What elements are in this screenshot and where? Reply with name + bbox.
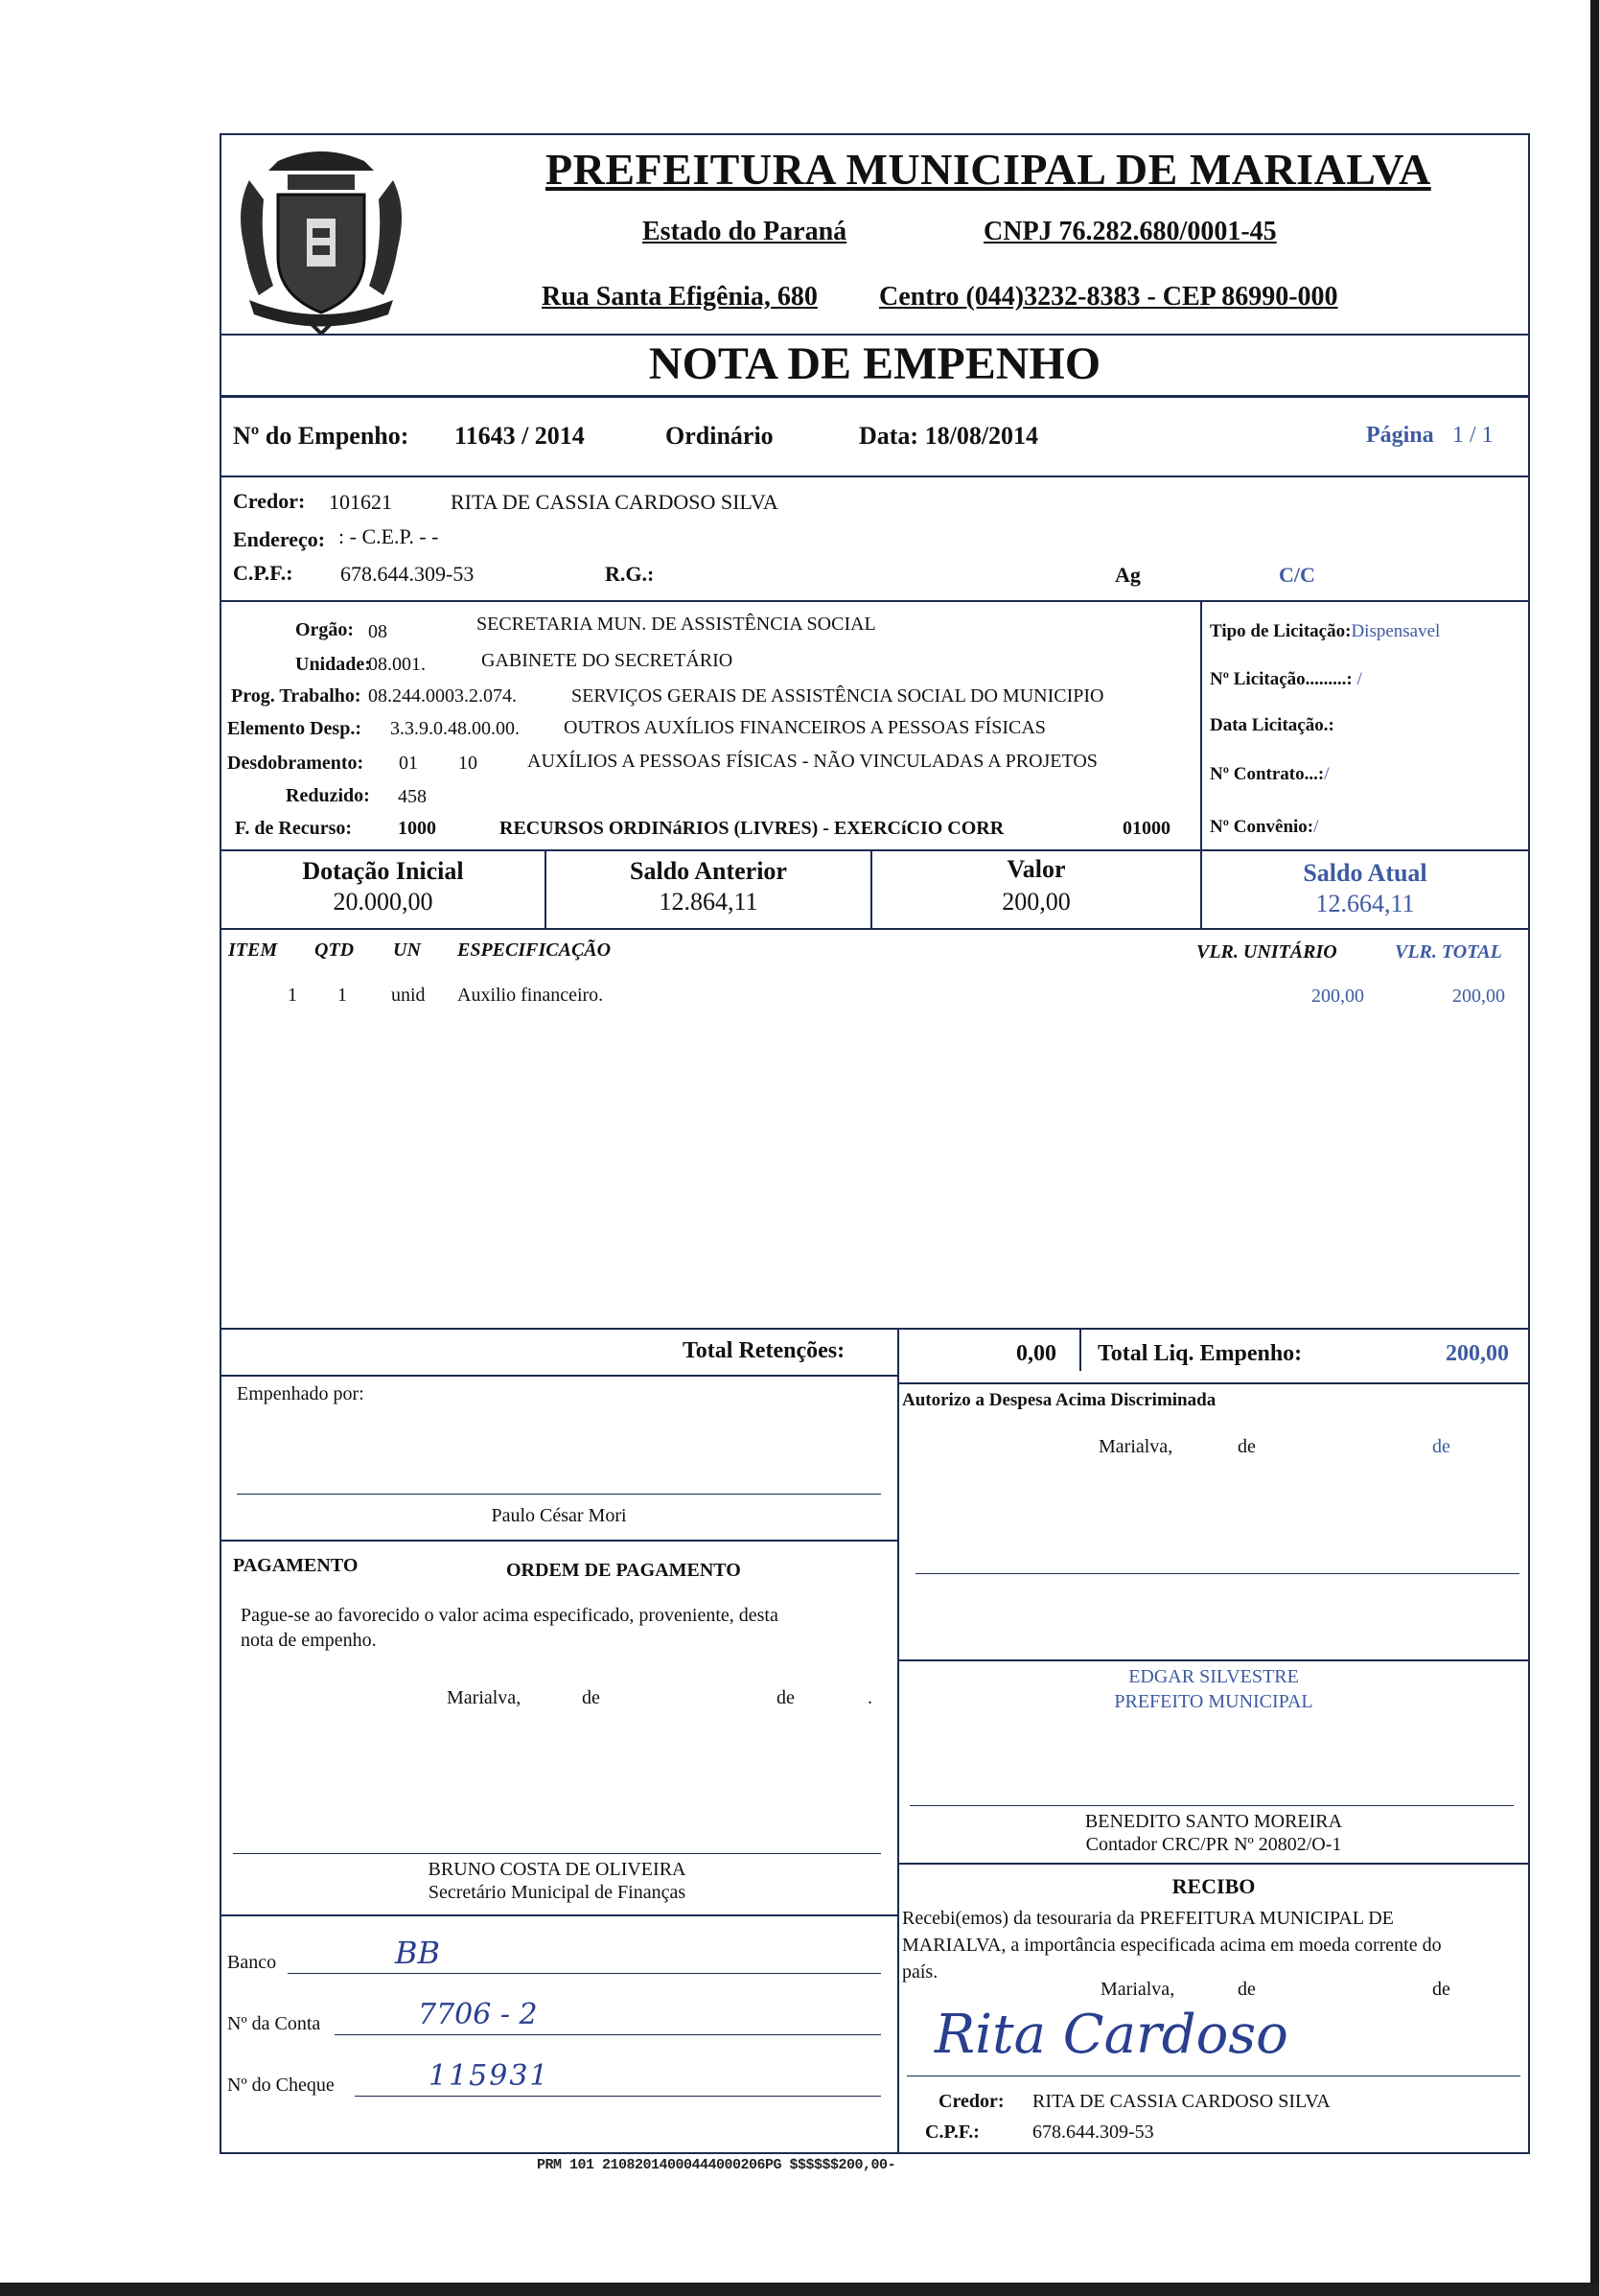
col-qtd: QTD [314, 939, 355, 961]
endereco-label: Endereço: [233, 527, 326, 551]
processing-stamp: PRM 101 21082014000444000206PG $$$$$$200,00- [537, 2157, 896, 2173]
col-vlr-unitario: VLR. UNITÁRIO [1196, 941, 1337, 962]
recibo-place: Marialva, [1101, 1979, 1175, 2000]
reduzido-label: Reduzido: [286, 785, 370, 806]
prog-name: SERVIÇOS GERAIS DE ASSISTÊNCIA SOCIAL DO MUNICIPIO [571, 685, 1104, 707]
pagamento-place: Marialva, [447, 1687, 521, 1708]
dotacao-label: Dotação Inicial [302, 857, 464, 885]
desdobramento-label: Desdobramento: [227, 753, 364, 774]
address-rest: Centro (044)3232-8383 - CEP 86990-000 [879, 282, 1338, 312]
secretario-name: BRUNO COSTA DE OLIVEIRA [428, 1859, 686, 1880]
empenhado-label: Empenhado por: [237, 1383, 364, 1404]
saldo-anterior-label: Saldo Anterior [630, 857, 787, 885]
elemento-label: Elemento Desp.: [227, 718, 361, 739]
credor-code: 101621 [329, 490, 392, 514]
prog-code: 08.244.0003.2.074. [368, 685, 517, 707]
banco-label: Banco [227, 1952, 277, 1973]
endereco-value: : - C.E.P. - - [338, 524, 439, 548]
recibo-title: RECIBO [1171, 1874, 1256, 1898]
prog-label: Prog. Trabalho: [231, 685, 361, 707]
col-item: ITEM [228, 939, 278, 961]
desdobramento-name: AUXÍLIOS A PESSOAS FÍSICAS - NÃO VINCULADAS A PROJETOS [527, 751, 1098, 772]
pagamento-de2: de [776, 1687, 795, 1708]
street-address: Rua Santa Efigênia, 680 [542, 282, 818, 312]
autorizo-place: Marialva, [1099, 1436, 1173, 1457]
banco-value: BB [395, 1935, 441, 1971]
prefeito-name: EDGAR SILVESTRE [1128, 1666, 1299, 1687]
row-vlr-unitario: 200,00 [1311, 986, 1364, 1007]
empenhado-name: Paulo César Mori [491, 1505, 627, 1526]
recibo-de1: de [1238, 1979, 1256, 2000]
elemento-name: OUTROS AUXÍLIOS FINANCEIROS A PESSOAS FÍSICAS [564, 717, 1046, 738]
autorizo-label: Autorizo a Despesa Acima Discriminada [902, 1390, 1217, 1410]
recibo-credor-label: Credor: [939, 2091, 1005, 2112]
numero-convenio: Nº Convênio:/ [1210, 817, 1319, 837]
scan-edge-right [1590, 0, 1599, 2296]
fonte-name: RECURSOS ORDINáRIOS (LIVRES) - EXERCíCIO CORR [499, 818, 1005, 839]
row-item: 1 [288, 985, 297, 1006]
elemento-code: 3.3.9.0.48.00.00. [390, 718, 520, 739]
cpf-value: 678.644.309-53 [340, 562, 475, 586]
autorizo-de1: de [1238, 1436, 1256, 1457]
page-label: Página [1366, 423, 1434, 448]
secretario-role: Secretário Municipal de Finanças [428, 1882, 686, 1903]
conta-label: Nº da Conta [227, 2013, 321, 2034]
saldo-anterior-value: 12.864,11 [659, 888, 758, 916]
fonte-code: 1000 [398, 818, 436, 839]
scan-edge-bottom [0, 2283, 1599, 2296]
page-number: 1 / 1 [1452, 423, 1494, 448]
credor-signature: Rita Cardoso [935, 2004, 1288, 2066]
total-retencoes-label: Total Retenções: [683, 1338, 846, 1363]
reduzido-value: 458 [398, 786, 427, 807]
fonte-number: 01000 [1123, 818, 1170, 839]
credor-label: Credor: [233, 489, 306, 513]
saldo-atual-label: Saldo Atual [1303, 859, 1427, 887]
valor-value: 200,00 [1002, 888, 1071, 916]
conta-value: 7706 - 2 [418, 1998, 538, 2031]
data-licitacao: Data Licitação.: [1210, 715, 1334, 735]
dotacao-value: 20.000,00 [333, 888, 433, 916]
row-qtd: 1 [337, 985, 347, 1006]
credor-name: RITA DE CASSIA CARDOSO SILVA [451, 490, 778, 514]
recibo-cpf-value: 678.644.309-53 [1032, 2122, 1154, 2143]
contador-role: Contador CRC/PR Nº 20802/O-1 [1085, 1834, 1342, 1855]
numero-contrato: Nº Contrato...:/ [1210, 764, 1330, 784]
unidade-label: Unidade: [295, 654, 371, 675]
total-liquido-label: Total Liq. Empenho: [1098, 1341, 1303, 1366]
unidade-code: 08.001. [368, 654, 426, 675]
municipality-title: PREFEITURA MUNICIPAL DE MARIALVA [545, 145, 1431, 194]
ordem-pagamento-label: ORDEM DE PAGAMENTO [506, 1560, 741, 1581]
empenho-type: Ordinário [665, 422, 774, 450]
numero-licitacao: Nº Licitação.........: / [1210, 669, 1362, 689]
pagamento-de1: de [582, 1687, 600, 1708]
prefeito-role: PREFEITO MUNICIPAL [1114, 1691, 1313, 1712]
recibo-line-3: país. [902, 1961, 939, 1983]
cheque-value: 115931 [429, 2059, 550, 2093]
recibo-credor-name: RITA DE CASSIA CARDOSO SILVA [1032, 2091, 1331, 2112]
row-un: unid [391, 985, 426, 1006]
total-liquido-value: 200,00 [1446, 1341, 1509, 1366]
document-title: NOTA DE EMPENHO [648, 338, 1101, 389]
desdobramento-a: 01 [399, 753, 418, 774]
fonte-label: F. de Recurso: [235, 818, 353, 839]
cnpj: CNPJ 76.282.680/0001-45 [984, 217, 1277, 246]
pagamento-label: PAGAMENTO [233, 1555, 359, 1576]
recibo-de2: de [1432, 1979, 1450, 2000]
saldo-atual-value: 12.664,11 [1315, 890, 1415, 917]
row-vlr-total: 200,00 [1452, 986, 1505, 1007]
empenho-label: Nº do Empenho: [233, 422, 409, 450]
contador-name: BENEDITO SANTO MOREIRA [1084, 1811, 1343, 1832]
desdobramento-b: 10 [458, 753, 477, 774]
autorizo-de2: de [1432, 1436, 1450, 1457]
unidade-name: GABINETE DO SECRETÁRIO [481, 650, 733, 671]
cpf-label: C.P.F.: [233, 561, 293, 585]
col-vlr-total: VLR. TOTAL [1395, 941, 1502, 962]
tipo-licitacao: Tipo de Licitação:Dispensavel [1210, 621, 1441, 641]
ag-label: Ag [1115, 563, 1141, 587]
orgao-code: 08 [368, 621, 387, 642]
cc-label: C/C [1279, 563, 1315, 587]
rg-label: R.G.: [605, 562, 655, 586]
cheque-label: Nº do Cheque [227, 2075, 335, 2096]
state-name: Estado do Paraná [642, 217, 847, 246]
valor-label: Valor [1007, 855, 1066, 883]
row-especificacao: Auxilio financeiro. [457, 985, 604, 1006]
pagamento-dot: . [868, 1687, 872, 1708]
orgao-label: Orgão: [295, 619, 355, 640]
empenho-date: Data: 18/08/2014 [859, 422, 1039, 450]
recibo-cpf-label: C.P.F.: [925, 2122, 980, 2143]
coat-of-arms-logo [230, 142, 412, 334]
recibo-line-1: Recebi(emos) da tesouraria da PREFEITURA MUNICIPAL DE [902, 1908, 1394, 1929]
recibo-line-2: MARIALVA, a importância especificada acima em moeda corrente do [902, 1935, 1442, 1956]
empenho-number: 11643 / 2014 [454, 422, 585, 450]
col-especificacao: ESPECIFICAÇÃO [457, 939, 612, 961]
pagamento-text-1: Pague-se ao favorecido o valor acima especificado, proveniente, desta [241, 1605, 778, 1626]
col-un: UN [393, 939, 421, 961]
pagamento-text-2: nota de empenho. [241, 1630, 377, 1651]
total-retencoes-value: 0,00 [1016, 1341, 1056, 1366]
orgao-name: SECRETARIA MUN. DE ASSISTÊNCIA SOCIAL [476, 614, 876, 635]
